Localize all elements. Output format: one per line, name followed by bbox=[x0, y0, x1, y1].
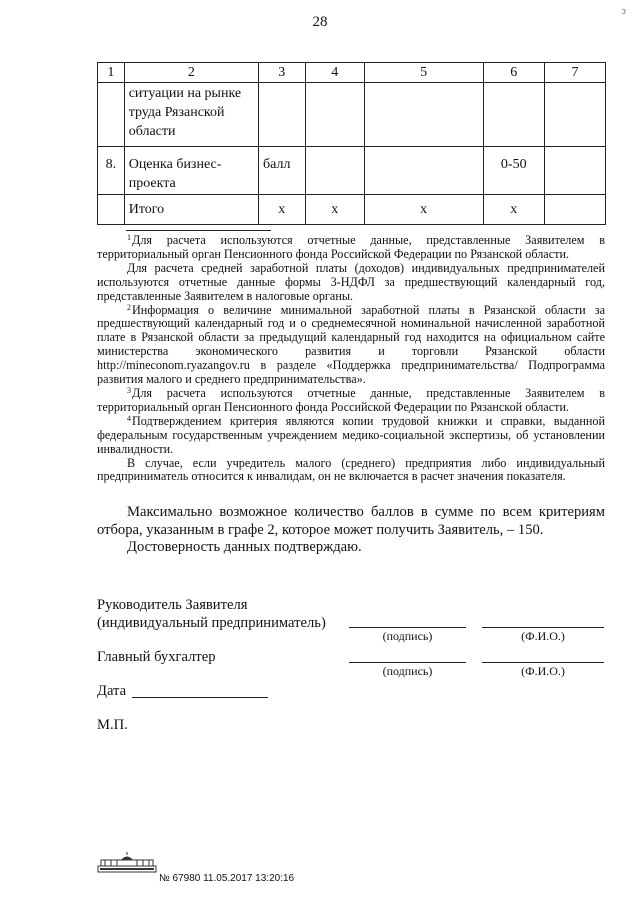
table-cell bbox=[483, 83, 544, 147]
footnote-marker: 4 bbox=[127, 413, 131, 423]
header-cell: 1 bbox=[98, 63, 125, 83]
table-row bbox=[98, 147, 606, 195]
footnote-1-continued: Для расчета средней заработной платы (доходов) индивидуальных предпринимателей используются отчетные данные формы 3-НДФЛ за предшествующий календарный год, представленные Заявителем в налоговые органы. bbox=[97, 260, 605, 303]
table-cell bbox=[364, 147, 483, 195]
table-row bbox=[98, 83, 606, 147]
footnote-3 bbox=[97, 387, 605, 415]
table-cell: балл bbox=[259, 147, 306, 195]
accountant-label: Главный бухгалтер bbox=[97, 649, 216, 665]
page-number: 28 bbox=[312, 14, 328, 30]
table-cell bbox=[544, 147, 605, 195]
footnotes-divider bbox=[126, 230, 271, 231]
head-label-line2: (индивидуальный предприниматель) bbox=[97, 615, 326, 631]
registry-building-icon bbox=[97, 852, 157, 874]
summary bbox=[97, 504, 605, 557]
footnote-marker: 1 bbox=[127, 233, 131, 242]
table-cell bbox=[364, 83, 483, 147]
table-cell bbox=[305, 147, 364, 195]
footnote-4 bbox=[97, 415, 605, 457]
table-row bbox=[98, 195, 606, 225]
table-cell: х bbox=[259, 195, 306, 225]
footnote-1 bbox=[97, 234, 605, 262]
footnote-marker: 2 bbox=[127, 302, 131, 312]
table-cell bbox=[259, 83, 306, 147]
confirmation-text: Достоверность данных подтверждаю. bbox=[127, 539, 362, 555]
footnote-text: Информация о величине минимальной заработной платы в Рязанской области за предшествующий календарный год и о среднемесячной номинальной начисленной заработной плате в Рязанской области за предыдущий календарный год находится на официальном сайте министерства экономического развития и торговли Рязанской области http://mineconom.ryazangov.ru в разделе «Поддержка предпринимательства/ Подпрограмма развития малого и среднего предпринимательства». bbox=[97, 302, 605, 387]
footnote-2 bbox=[97, 304, 605, 387]
footnote-4-continued: В случае, если учредитель малого (среднего) предприятия либо индивидуальный предприниматель относится к инвалидам, он не включается в расчет значения показателя. bbox=[97, 455, 605, 484]
signature-caption: (подпись) bbox=[382, 664, 433, 678]
table-cell: Итого bbox=[124, 195, 258, 225]
header-cell: 3 bbox=[259, 63, 306, 83]
table-cell bbox=[98, 195, 125, 225]
header-cell: 2 bbox=[124, 63, 258, 83]
table-cell bbox=[544, 195, 605, 225]
head-label-line1: Руководитель Заявителя bbox=[97, 597, 248, 613]
table-cell: х bbox=[364, 195, 483, 225]
header-cell: 6 bbox=[483, 63, 544, 83]
max-points-text: Максимально возможное количество баллов в сумме по всем критериям отбора, указанным в графе 2, которое может получить Заявитель, – 150. bbox=[97, 504, 605, 538]
signature-caption: (подпись) bbox=[382, 629, 433, 643]
header-cell: 7 bbox=[544, 63, 605, 83]
footnotes bbox=[97, 234, 605, 484]
name-caption: (Ф.И.О.) bbox=[521, 629, 565, 643]
registration-stamp: № 67980 11.05.2017 13:20:16 bbox=[159, 873, 295, 884]
corner-mark: ɔ bbox=[621, 6, 626, 17]
head-signature-line bbox=[349, 627, 466, 628]
name-caption: (Ф.И.О.) bbox=[521, 664, 565, 678]
footnote-marker: 3 bbox=[127, 385, 131, 395]
head-name-line bbox=[482, 627, 604, 628]
seal-label: М.П. bbox=[97, 717, 128, 733]
footnote-text: Для расчета используются отчетные данные, представленные Заявителем в территориальный орган Пенсионного фонда Российской Федерации по Рязанской области. bbox=[97, 233, 605, 261]
table-cell bbox=[305, 83, 364, 147]
table-cell bbox=[544, 83, 605, 147]
criteria-table bbox=[97, 62, 606, 225]
table-cell: 8. bbox=[98, 147, 125, 195]
footnote-text: Подтверждением критерия являются копии трудовой книжки и справки, выданной федеральным государственным учреждением медико-социальной экспертизы, об установлении инвалидности. bbox=[97, 413, 605, 456]
date-line bbox=[132, 697, 268, 698]
accountant-signature-line bbox=[349, 662, 466, 663]
head-label bbox=[97, 596, 326, 632]
table-header-row bbox=[98, 63, 606, 83]
accountant-name-line bbox=[482, 662, 604, 663]
table-cell: Оценка бизнес-проекта bbox=[124, 147, 258, 195]
table-cell bbox=[98, 83, 125, 147]
table-cell: ситуации на рынке труда Рязанской области bbox=[124, 83, 258, 147]
footnote-text: Для расчета используются отчетные данные, представленные Заявителем в территориальный орган Пенсионного фонда Российской Федерации по Рязанской области. bbox=[97, 385, 605, 414]
date-label: Дата bbox=[97, 683, 127, 699]
header-cell: 4 bbox=[305, 63, 364, 83]
table-cell: х bbox=[305, 195, 364, 225]
header-cell: 5 bbox=[364, 63, 483, 83]
table-cell: х bbox=[483, 195, 544, 225]
table-cell: 0-50 bbox=[483, 147, 544, 195]
